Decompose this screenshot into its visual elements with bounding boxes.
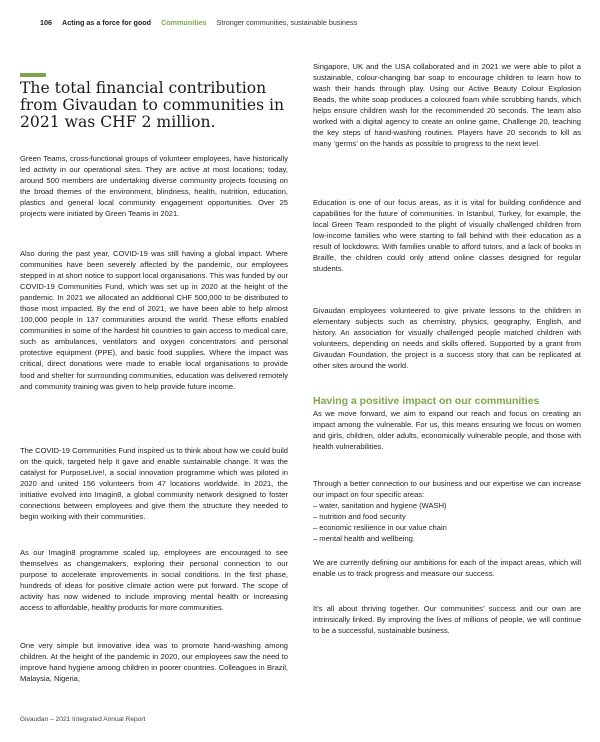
section-heading: Having a positive impact on our communities bbox=[313, 395, 540, 407]
paragraph: Givaudan employees volunteered to give private lessons to the children in elementary subjects such as chemistry, physics, geography, English, and history. An association for visually challenged people matched children with volunteers, depending on needs and skills offered. Supported by a grant from Givaudan Foundation, the project is a success story that can be replicated at other sites around the world. bbox=[313, 306, 581, 371]
subtitle: Stronger communities, sustainable business bbox=[216, 18, 358, 27]
focus-list bbox=[313, 500, 581, 544]
paragraph: Singapore, UK and the USA collaborated and in 2021 we were able to pilot a sustainable, colour-changing bar soap to encourage children to learn how to wash their hands through play. Using our Active Beauty Colour Explosion Beads, the white soap produces a coloured foam while scrubbing hands, which helps ensure children wash for the recommended 20 seconds. The team also worked with a digital agency to create an online game, Challenge 20, teaching the key steps of hand-washing routines. Players have 20 seconds to kill as many ‘germs’ on the hands as possible to progress to the next level. bbox=[313, 62, 581, 149]
list-item: – economic resilience in our value chain bbox=[313, 522, 581, 533]
paragraph: We are currently defining our ambitions for each of the impact areas, which will enable us to track progress and measure our success. bbox=[313, 558, 581, 579]
accent-bar bbox=[20, 73, 46, 77]
left-para-1 bbox=[20, 153, 288, 219]
right-para-2 bbox=[313, 197, 581, 274]
paragraph: Through a better connection to our business and our expertise we can increase our impact on four specific areas: bbox=[313, 479, 581, 500]
list-item: – water, sanitation and hygiene (WASH) bbox=[313, 500, 581, 511]
right-para-3 bbox=[313, 305, 581, 371]
paragraph: The COVID-19 Communities Fund inspired us to think about how we could build on the quick, targeted help it gave and enable sustainable change. It was the catalyst for PurposeLive!, a social innovation programme which was piloted in 2020 and united 156 volunteers from 47 locations worldwide. In 2021, the initiative evolved into Imagin8, a global community network designed to foster connections between employees and give them the structure they needed to begin working with their communities. bbox=[20, 446, 288, 522]
section-title: Acting as a force for good bbox=[62, 18, 152, 27]
paragraph: It’s all about thriving together. Our communities’ success and our own are intrinsically linked. By improving the lives of millions of people, we will continue to be a successful, sustainable business. bbox=[313, 604, 581, 636]
left-para-2 bbox=[20, 248, 288, 392]
right-para-1 bbox=[313, 61, 581, 149]
page-number: 106 bbox=[40, 18, 52, 27]
left-para-3 bbox=[20, 445, 288, 522]
page-header bbox=[40, 18, 365, 27]
impact-section bbox=[313, 395, 581, 452]
paragraph: As we move forward, we aim to expand our reach and focus on creating an impact among the vulnerable. For us, this means ensuring we focus on women and girls, children, older adults, economically vulnerable people, and those with health vulnerabilities. bbox=[313, 409, 581, 452]
paragraph: As our Imagin8 programme scaled up, employees are encouraged to see themselves as changemakers, exploring their personal connection to our purpose to accelerate improvements in social conditions. In the first phase, hundreds of ideas for positive climate action were put forward. The scope of activity has now widened to include improving mental health or increasing access to affordable, healthy products for more communities. bbox=[20, 548, 288, 613]
paragraph: Green Teams, cross-functional groups of volunteer employees, have historically led activity in our operational sites. They are active at most locations; today, around 500 members are undertaking diverse community projects focusing on the broad themes of the environment, blindness, health, nutrition, education, plastics and general local community engagement opportunities. Over 25 projects were initiated by Green Teams in 2021. bbox=[20, 154, 288, 219]
paragraph: Education is one of our focus areas, as it is vital for building confidence and capabilities for the future of communities. In Istanbul, Turkey, for example, the local Green Team responded to the plight of visually challenged children from low-income families who were starting to fall behind with their education as a result of lockdowns. With families unable to afford tutors, and a lack of books in Braille, the children could only attend online classes designed for regular students. bbox=[313, 198, 581, 274]
category-label: Communities bbox=[161, 18, 207, 27]
left-para-4 bbox=[20, 547, 288, 613]
right-para-closing bbox=[313, 603, 581, 636]
focus-areas bbox=[313, 478, 581, 544]
left-para-5 bbox=[20, 640, 288, 684]
paragraph: One very simple but innovative idea was to promote hand-washing among children. At the height of the pandemic in 2020, our employees saw the need to improve hand hygiene among children in poorer countries. Colleagues in Brazil, Malaysia, Nigeria, bbox=[20, 641, 288, 684]
paragraph: Also during the past year, COVID-19 was still having a global impact. Where communities have been severely affected by the pandemic, our employees stepped in at short notice to support local organisations. This was funded by our COVID-19 Communities Fund, which was set up in 2020 at the height of the pandemic. In 2021 we allocated an additional CHF 500,000 to be distributed to those most impacted. By the end of 2021, we have been able to help almost 100,000 people in 137 communities around the world. These efforts enabled communities in some of the hardest hit countries to gain access to medical care, such as ambulances, ventilators and oxygen concentrators and personal protective equipment (PPE), and basic food supplies. Where the impact was critical, direct donations were made to enable local organisations to provide food and shelter for surrounding communities, education was delivered remotely and community training was given to help provide future income. bbox=[20, 249, 288, 391]
page-footer: Givaudan – 2021 Integrated Annual Report bbox=[20, 716, 146, 723]
list-item: – mental health and wellbeing. bbox=[313, 533, 581, 544]
pull-quote: The total financial contribution from Givaudan to communities in 2021 was CHF 2 million. bbox=[20, 79, 285, 131]
list-item: – nutrition and food security bbox=[313, 511, 581, 522]
right-para-ambitions bbox=[313, 557, 581, 579]
